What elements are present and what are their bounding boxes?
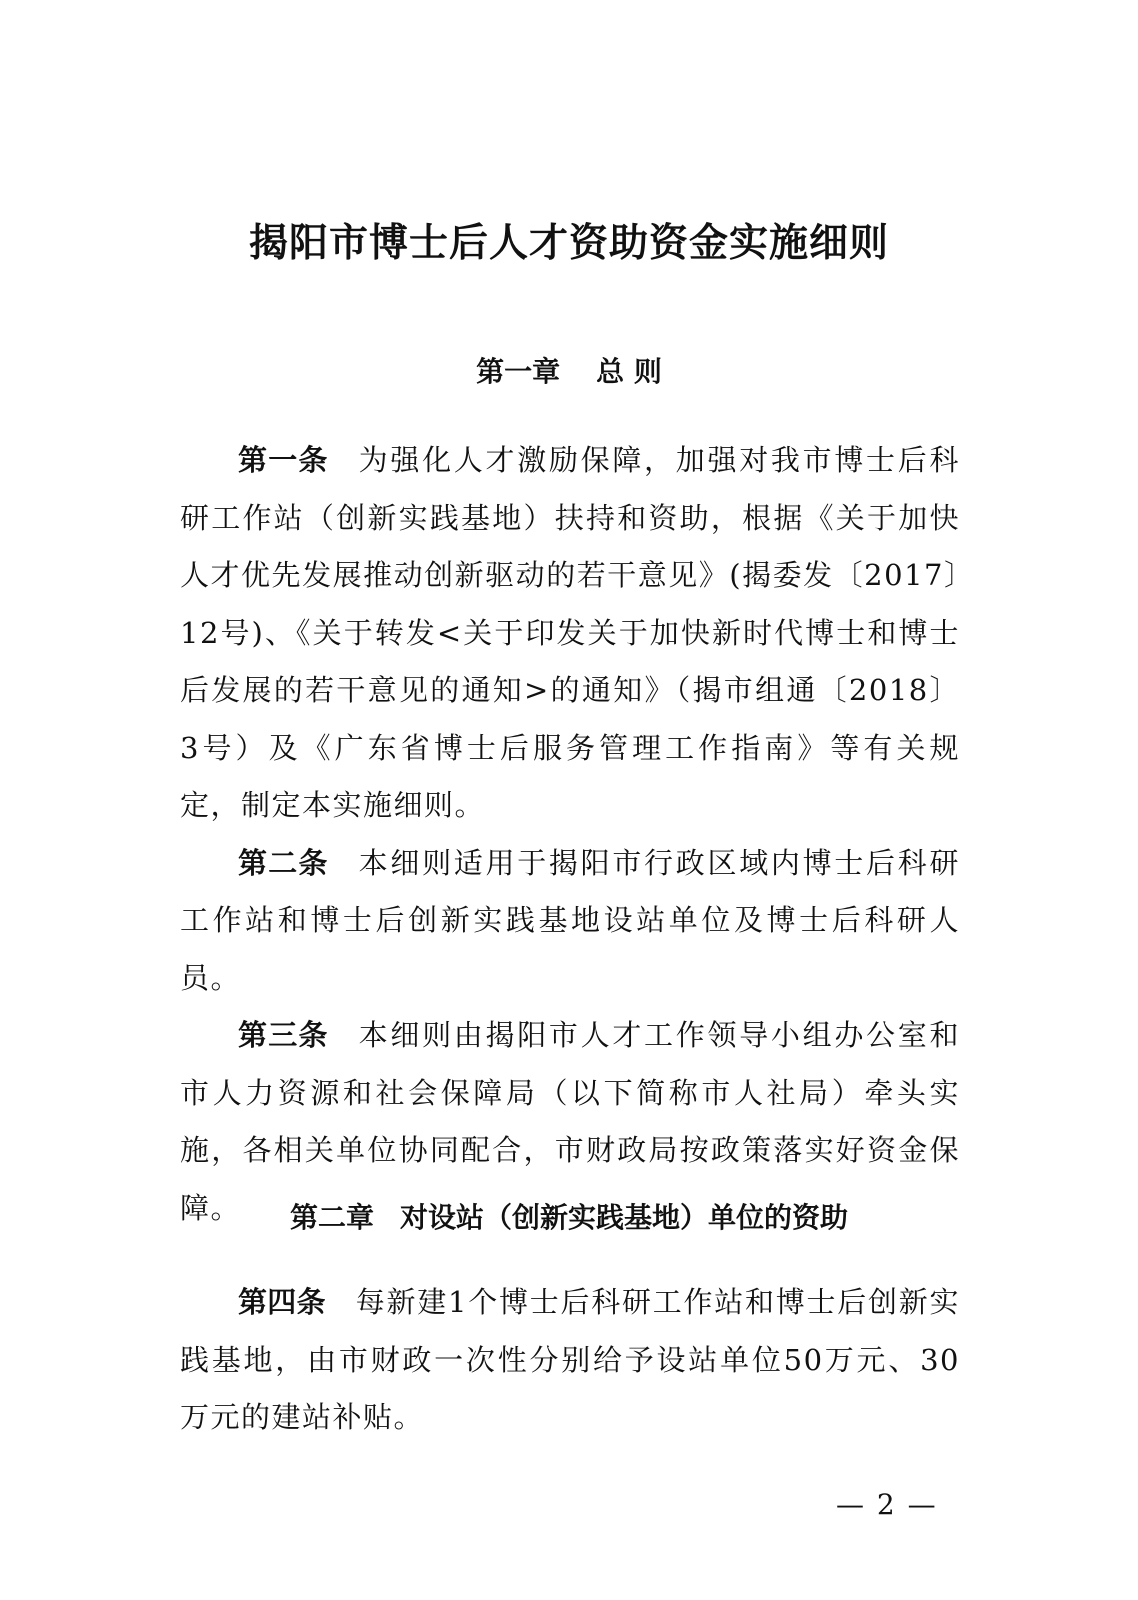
article-1-label: 第一条 bbox=[238, 443, 329, 477]
page-number: — 2 — bbox=[836, 1488, 938, 1521]
article-1 bbox=[180, 432, 960, 835]
chapter-heading-2 bbox=[0, 1196, 1138, 1236]
article-4 bbox=[180, 1274, 960, 1447]
chapter-1-body bbox=[180, 432, 960, 1237]
article-4-label: 第四条 bbox=[238, 1285, 326, 1319]
article-3-label: 第三条 bbox=[238, 1018, 329, 1052]
chapter-1-label: 第一章 bbox=[476, 355, 561, 388]
article-3-text: 本细则由揭阳市人才工作领导小组办公室和市人力资源和社会保障局（以下简称市人社局）牵头实施，各相关单位协同配合，市财政局按政策落实好资金保障。 bbox=[180, 1018, 960, 1225]
article-2 bbox=[180, 835, 960, 1008]
document-title: 揭阳市博士后人才资助资金实施细则 bbox=[248, 221, 889, 266]
chapter-1-name: 总 则 bbox=[596, 355, 662, 388]
chapter-2-body bbox=[180, 1274, 960, 1447]
article-1-text: 为强化人才激励保障，加强对我市博士后科研工作站（创新实践基地）扶持和资助，根据《关于加快人才优先发展推动创新驱动的若干意见》(揭委发〔2017〕12号)、《关于转发<关于印发关于加快新时代博士和博士后发展的若干意见的通知>的通知》（揭市组通〔2018〕3号）及《广东省博士后服务管理工作指南》等有关规定，制定本实施细则。 bbox=[180, 443, 960, 822]
chapter-2-name: 对设站（创新实践基地）单位的资助 bbox=[400, 1201, 849, 1234]
chapter-2-label: 第二章 bbox=[289, 1201, 374, 1234]
article-4-text: 每新建1个博士后科研工作站和博士后创新实践基地，由市财政一次性分别给予设站单位50万元、30万元的建站补贴。 bbox=[180, 1285, 960, 1434]
article-2-text: 本细则适用于揭阳市行政区域内博士后科研工作站和博士后创新实践基地设站单位及博士后科研人员。 bbox=[180, 845, 960, 995]
chapter-heading-1 bbox=[0, 350, 1138, 390]
article-2-label: 第二条 bbox=[238, 845, 329, 880]
